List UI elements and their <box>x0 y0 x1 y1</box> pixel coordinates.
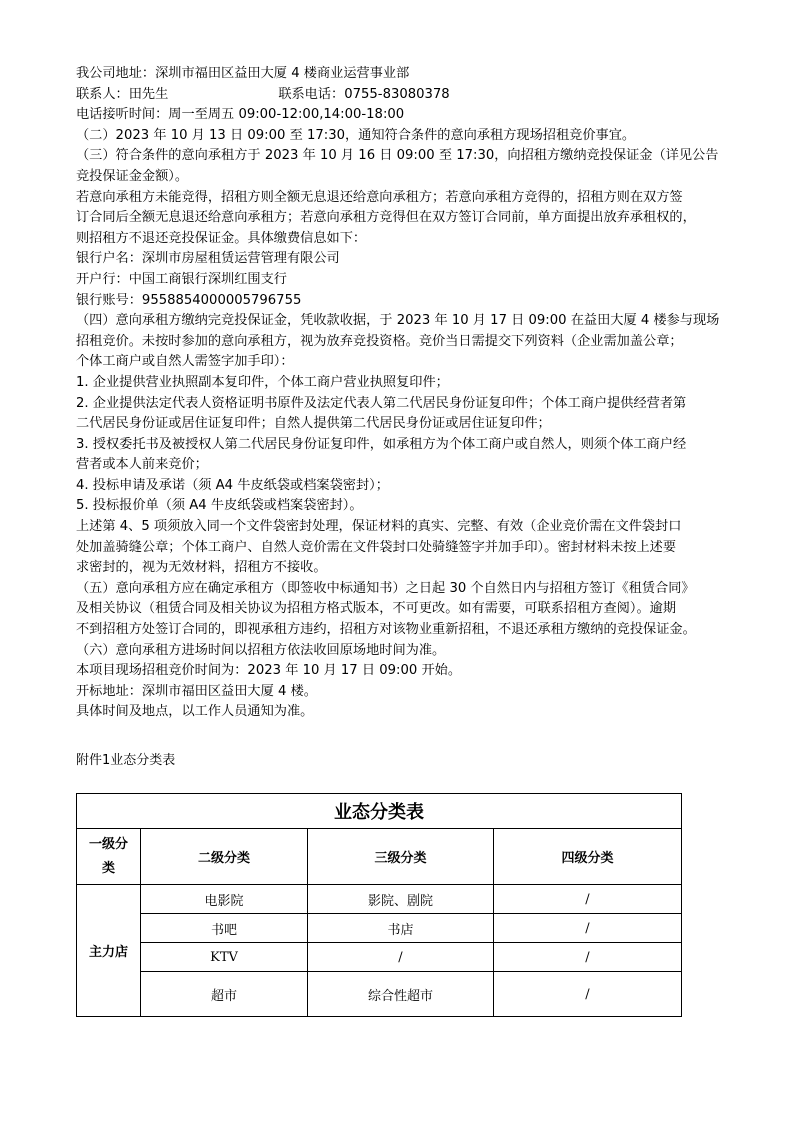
contact-person: 联系人：田先生 <box>76 86 169 102</box>
list-item: 5. 投标报价单（须 A4 牛皮纸袋或档案袋密封）。 <box>76 498 363 514</box>
paragraph-line: 招租竞价。未按时参加的意向承租方，视为放弃竞投资格。竞价当日需提交下列资料（企业需加盖公章； <box>76 333 683 349</box>
document-body <box>76 64 720 772</box>
paragraph-line: （六）意向承租方进场时间以招租方依法收回原场地时间为准。 <box>76 642 446 658</box>
contact-line <box>76 85 716 106</box>
table-header-row <box>77 829 682 885</box>
paragraph-line: 竞投保证金金额）。 <box>76 168 189 184</box>
list-item: 营者或本人前来竞价； <box>76 457 208 473</box>
table-cell: / <box>308 943 494 972</box>
table-cell: / <box>494 914 682 943</box>
list-item: 1. 企业提供营业执照副本复印件，个体工商户营业执照复印件； <box>76 374 449 390</box>
paragraph-line: 个体工商户或自然人需签字加手印）： <box>76 354 294 370</box>
bank-branch-line: 开户行：中国工商银行深圳红围支行 <box>76 271 287 287</box>
table-cell: 综合性超市 <box>308 972 494 1017</box>
bid-address-line: 开标地址：深圳市福田区益田大厦 4 楼。 <box>76 683 317 699</box>
table-cell: 影院、剧院 <box>308 885 494 914</box>
table-row <box>77 943 682 972</box>
contact-phone: 联系电话：0755-83080378 <box>278 86 450 102</box>
bank-account-line: 银行账号：9558854000005796755 <box>76 292 302 308</box>
paragraph-line: 若意向承租方未能竞得，招租方则全额无息退还给意向承租方；若意向承租方竞得的，招租方则在双方签 <box>76 189 683 205</box>
paragraph-line: （二）2023 年 10 月 13 日 09:00 至 17:30，通知符合条件的意向承租方现场招租竞价事宜。 <box>76 127 636 143</box>
notice-line: 具体时间及地点，以工作人员通知为准。 <box>76 704 314 720</box>
paragraph-line: 则招租方不退还竞投保证金。具体缴费信息如下： <box>76 230 367 246</box>
list-item: 4. 投标申请及承诺（须 A4 牛皮纸袋或档案袋密封）； <box>76 477 389 493</box>
attachment-caption: 附件1业态分类表 <box>76 753 176 768</box>
table-cell: 电影院 <box>141 885 308 914</box>
header-level-2: 二级分类 <box>141 829 308 885</box>
list-item: 2. 企业提供法定代表人资格证明书原件及法定代表人第二代居民身份证复印件；个体工商户提供经营者第 <box>76 395 687 411</box>
header-level-3: 三级分类 <box>308 829 494 885</box>
business-classification-table <box>76 793 682 1017</box>
paragraph-line: 及相关协议（租赁合同及相关协议为招租方格式版本，不可更改。如有需要，可联系招租方查阅）。逾期 <box>76 601 677 617</box>
table-row <box>77 972 682 1017</box>
table-row <box>77 885 682 914</box>
header-level-4: 四级分类 <box>494 829 682 885</box>
category-cell: 主力店 <box>77 885 141 1017</box>
bid-time-line: 本项目现场招租竞价时间为：2023 年 10 月 17 日 09:00 开始。 <box>76 663 462 679</box>
table-cell: / <box>494 943 682 972</box>
table-cell: 超市 <box>141 972 308 1017</box>
bank-name-line: 银行户名：深圳市房屋租赁运营管理有限公司 <box>76 251 340 267</box>
header-level-1: 一级分 类 <box>77 829 141 885</box>
phone-hours-line: 电话接听时间：周一至周五 09:00-12:00,14:00-18:00 <box>76 107 405 123</box>
list-item: 3. 授权委托书及被授权人第二代居民身份证复印件，如承租方为个体工商户或自然人，则须个体工商户经 <box>76 436 687 452</box>
table-cell: / <box>494 885 682 914</box>
table-row <box>77 914 682 943</box>
table-cell: 书店 <box>308 914 494 943</box>
table-title: 业态分类表 <box>77 794 682 829</box>
paragraph-line: 求密封的，视为无效材料，招租方不接收。 <box>76 560 327 576</box>
table-cell: 书吧 <box>141 914 308 943</box>
paragraph-line: （四）意向承租方缴纳完竞投保证金，凭收款收据，于 2023 年 10 月 17 日 09:00 在益田大厦 4 楼参与现场 <box>76 313 720 329</box>
table-cell: KTV <box>141 943 308 972</box>
table-cell: / <box>494 972 682 1017</box>
paragraph-line: 上述第 4、5 项须放入同一个文件袋密封处理，保证材料的真实、完整、有效（企业竞价需在文件袋封口 <box>76 519 682 535</box>
address-line: 我公司地址：深圳市福田区益田大厦 4 楼商业运营事业部 <box>76 66 410 81</box>
paragraph-line: 订合同后全额无息退还给意向承租方；若意向承租方竞得但在双方签订合同前，单方面提出放弃承租权的， <box>76 210 696 226</box>
paragraph-line: 处加盖骑缝公章；个体工商户、自然人竞价需在文件袋封口处骑缝签字并加手印）。密封材料未按上述要 <box>76 539 677 555</box>
list-item: 二代居民身份证或居住证复印件；自然人提供第二代居民身份证或居住证复印件； <box>76 416 551 432</box>
paragraph-line: 不到招租方处签订合同的，即视承租方违约，招租方对该物业重新招租，不退还承租方缴纳的竞投保证金。 <box>76 622 696 638</box>
paragraph-line: （五）意向承租方应在确定承租方（即签收中标通知书）之日起 30 个自然日内与招租方签订《租赁合同》 <box>76 580 695 596</box>
paragraph-line: （三）符合条件的意向承租方于 2023 年 10 月 16 日 09:00 至 17:30，向招租方缴纳竞投保证金（详见公告 <box>76 148 719 164</box>
spacer <box>76 723 716 751</box>
